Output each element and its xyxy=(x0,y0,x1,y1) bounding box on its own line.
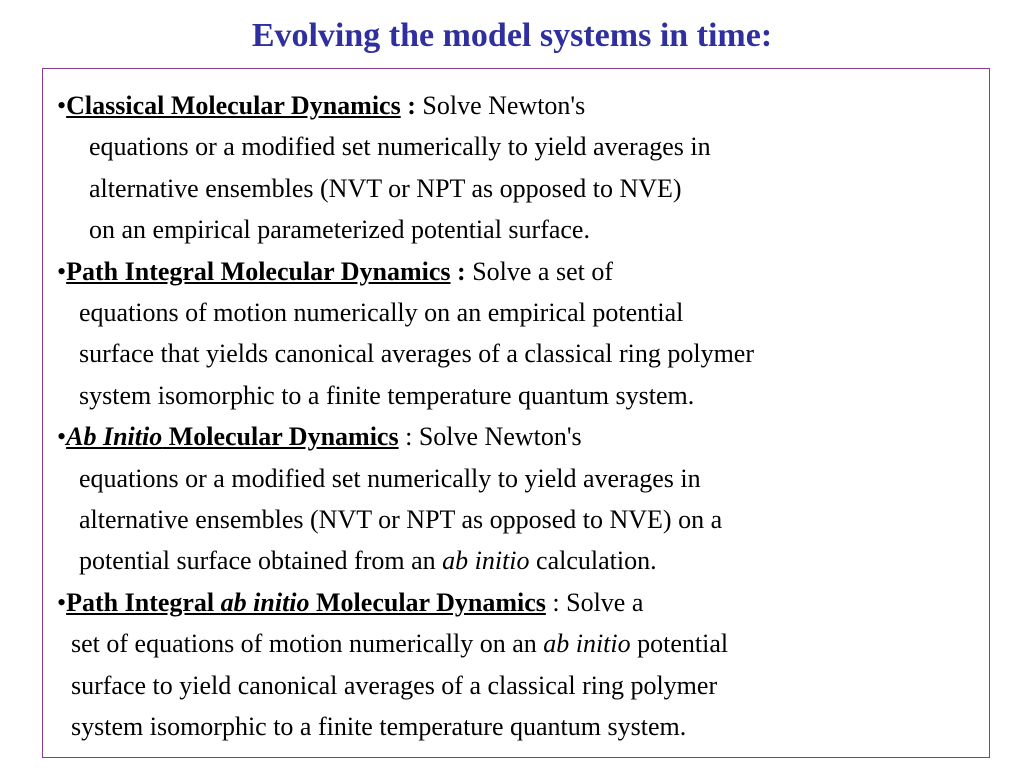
item-line: equations or a modified set numerically to yield averages in xyxy=(79,463,701,493)
heading-separator: : xyxy=(545,587,560,617)
heading-text: Path Integral xyxy=(66,587,221,617)
heading-text: Path Integral Molecular Dynamics xyxy=(66,256,451,286)
item-heading xyxy=(66,257,450,286)
bullet-icon: • xyxy=(57,587,67,617)
item-line: system isomorphic to a finite temperature quantum system. xyxy=(71,712,687,742)
line-text: set of equations of motion numerically on an xyxy=(71,629,544,659)
item-line: equations or a modified set numerically to yield averages in xyxy=(89,132,711,162)
bullet-icon: • xyxy=(57,91,67,120)
heading-text: Molecular Dynamics xyxy=(309,587,546,617)
heading-separator: : xyxy=(400,91,416,120)
line-text: potential surface obtained from an xyxy=(79,546,443,576)
item-line: equations of motion numerically on an empirical potential xyxy=(79,298,684,327)
content-box xyxy=(42,68,990,758)
item-line: alternative ensembles (NVT or NPT as opposed to NVE) on a xyxy=(79,505,723,534)
line-text: calculation. xyxy=(529,546,657,576)
item-heading xyxy=(66,588,546,617)
heading-text: Molecular Dynamics xyxy=(162,422,399,452)
heading-italic-text: ab initio xyxy=(220,587,310,617)
item-first-line-text: Solve a set of xyxy=(465,256,614,286)
item-first-line-text: Solve Newton's xyxy=(415,91,586,120)
item-line: system isomorphic to a finite temperature quantum system. xyxy=(79,380,695,410)
item-line: alternative ensembles (NVT or NPT as opposed to NVE) xyxy=(89,173,682,203)
item-first-line xyxy=(57,251,754,292)
bullet-item-ab-initio-md xyxy=(57,416,722,582)
line-italic-text: ab initio xyxy=(442,546,530,576)
bullet-item-path-integral-md xyxy=(57,251,754,417)
item-line xyxy=(57,623,728,664)
slide-title: Evolving the model systems in time: xyxy=(251,17,773,54)
item-first-line-text: Solve a xyxy=(559,587,644,617)
item-first-line xyxy=(57,582,728,623)
item-heading xyxy=(66,91,401,120)
bullet-icon: • xyxy=(57,256,67,286)
heading-text: Classical Molecular Dynamics xyxy=(66,91,401,120)
item-line xyxy=(57,540,722,581)
heading-separator: : xyxy=(398,422,413,452)
item-heading xyxy=(66,422,398,451)
heading-separator: : xyxy=(450,256,466,286)
heading-italic-text: Ab Initio xyxy=(66,422,163,452)
item-line: surface that yields canonical averages of a classical ring polymer xyxy=(79,339,754,369)
item-first-line-text: Solve Newton's xyxy=(412,422,582,452)
line-italic-text: ab initio xyxy=(543,629,631,659)
item-line: surface to yield canonical averages of a classical ring polymer xyxy=(71,670,718,700)
bullet-item-path-integral-ab-initio-md xyxy=(57,582,728,748)
bullet-icon: • xyxy=(57,422,67,452)
item-first-line xyxy=(57,416,722,457)
item-line: on an empirical parameterized potential surface. xyxy=(89,215,590,245)
bullet-item-classical-md xyxy=(57,85,711,251)
line-text: potential xyxy=(630,629,729,659)
item-first-line xyxy=(57,85,711,126)
